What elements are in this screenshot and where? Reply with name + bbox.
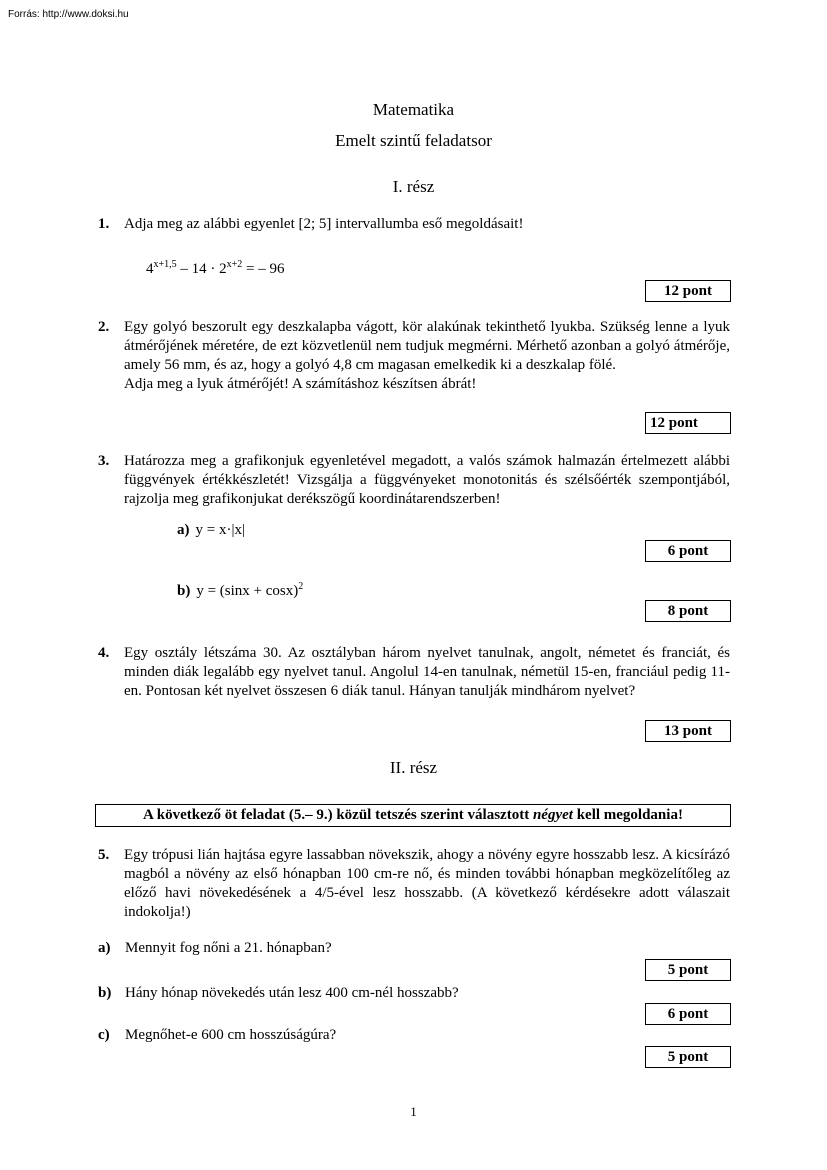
task-5-c: c) Megnőhet-e 600 cm hosszúságúra? <box>98 1027 337 1043</box>
points-box: 12 pont <box>645 412 731 434</box>
points-box: 5 pont <box>645 959 731 981</box>
task-1 <box>98 215 730 234</box>
task-4 <box>98 644 730 701</box>
points-box: 6 pont <box>645 1003 731 1025</box>
source-note: Forrás: http://www.doksi.hu <box>8 9 129 20</box>
points-box: 13 pont <box>645 720 731 742</box>
document-subtitle: Emelt szintű feladatsor <box>335 131 492 150</box>
task-2 <box>98 318 730 394</box>
points-box: 12 pont <box>645 280 731 302</box>
task-3-a: a) y = x·|x| <box>177 522 245 538</box>
task-number: 3. <box>98 453 110 469</box>
points-box: 8 pont <box>645 600 731 622</box>
task-3-b: b) $y = (\sin x + \cos x)^2$ <box>177 581 304 599</box>
task-3 <box>98 452 730 509</box>
task-text: Egy trópusi lián hajtása egyre lassabban növekszik, ahogy a növény egyre hosszabb lesz. A kicsírázó magból a növény az első hónapban 100 cm-re nő, és minden további hónapban megközelítőleg az előző havi növekedésének a 4/5-ével lesz hosszabb. (A következő kérdésekre adott válaszait indokolja!) <box>124 847 730 920</box>
instruction-box: A következő öt feladat (5.– 9.) közül tetszés szerint választott négyet kell megoldania! <box>95 804 731 827</box>
task-5-b: b) Hány hónap növekedés után lesz 400 cm-nél hosszabb? <box>98 985 459 1001</box>
task-1-equation: $4^{x+1,5} - 14 \cdot 2^{x+2}$ = – 96 <box>146 259 285 277</box>
task-number: 5. <box>98 847 110 863</box>
task-text: Határozza meg a grafikonjuk egyenletével megadott, a valós számok halmazán értelmezett alábbi függvények értékkészletét! Vizsgálja a függvényeket monotonitás és szélsőérték szempontjából, rajzolja meg grafikonjukat derékszögű koordinátarendszerben! <box>124 453 730 507</box>
task-number: 1. <box>98 216 110 232</box>
points-box: 5 pont <box>645 1046 731 1068</box>
page-number: 1 <box>410 1104 417 1119</box>
task-5 <box>98 846 730 922</box>
task-text: Adja meg az alábbi egyenlet [2; 5] intervallumba eső megoldásait! <box>124 216 524 232</box>
task-number: 4. <box>98 645 110 661</box>
part-heading-2: II. rész <box>389 758 438 777</box>
points-box: 6 pont <box>645 540 731 562</box>
document-title: Matematika <box>372 100 455 119</box>
task-text: Egy golyó beszorult egy deszkalapba vágott, kör alakúnak tekinthető lyukba. Szükség lenne a lyuk átmérőjének méretére, de ezt közvetlenül nem tudjuk megmérni. Mérhető azonban a golyó átmérője, amely 56 mm, és az, hogy a golyó 4,8 cm magasan emelkedik ki a deszkalap fölé. <box>124 319 730 373</box>
task-text-2: Adja meg a lyuk átmérőjét! A számításhoz készítsen ábrát! <box>124 376 477 392</box>
part-heading-1: I. rész <box>392 177 435 196</box>
task-5-a: a) Mennyit fog nőni a 21. hónapban? <box>98 940 332 956</box>
task-text: Egy osztály létszáma 30. Az osztályban három nyelvet tanulnak, angolt, németet és franciát, és minden diák legalább egy nyelvet tanul. Angolul 14-en tanulnak, németül 15-en, franciául pedig 11-en. Pontosan két nyelvet összesen 6 diák tanul. Hányan tanulják mindhárom nyelvet? <box>124 645 730 699</box>
task-number: 2. <box>98 319 110 335</box>
